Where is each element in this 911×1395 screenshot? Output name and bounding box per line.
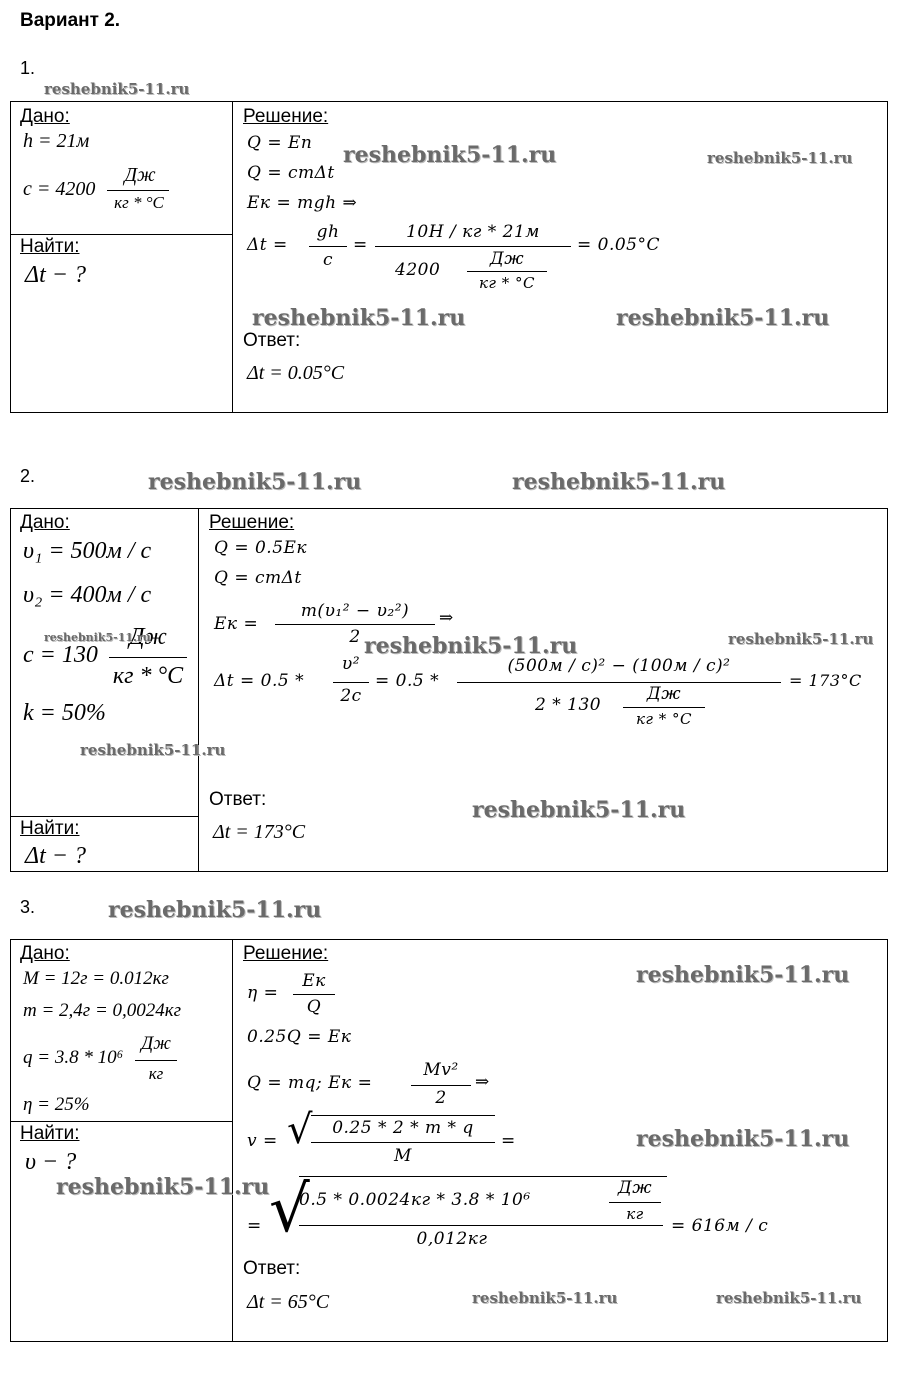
fraction-bar <box>375 246 571 247</box>
watermark: reshebnik5-11.ru <box>343 142 557 168</box>
table-divider <box>198 509 199 871</box>
unit-denominator: кг <box>626 1205 644 1223</box>
fraction-numerator: (500м / c)² − (100м / c)² <box>507 656 731 676</box>
sqrt-icon: √ <box>269 1173 310 1247</box>
unit-numerator: Дж <box>617 1178 653 1198</box>
unit-denominator: кг * °C <box>112 663 184 689</box>
solution-line-3-lhs: Eк = <box>214 614 259 634</box>
given-m: m = 2,4г = 0,0024кг <box>23 1000 182 1021</box>
solution-label: Решение: <box>243 943 329 964</box>
fraction-bar <box>107 190 169 191</box>
solution-line-4-lhs: v = <box>247 1131 278 1151</box>
given-v1: υ₁ = 500м / с <box>23 538 152 564</box>
unit-numerator: Дж <box>646 684 682 704</box>
watermark: reshebnik5-11.ru <box>636 962 850 988</box>
fraction-denominator: 2 <box>349 627 361 647</box>
fraction-numerator: m(υ₁² − υ₂²) <box>300 601 410 621</box>
solution-line-3: Eк = mgh ⇒ <box>247 193 358 213</box>
equals: = <box>501 1131 516 1151</box>
fraction-bar <box>293 994 335 995</box>
unit-denominator: кг * °C <box>478 274 536 292</box>
answer-label: Ответ: <box>209 789 267 810</box>
watermark: reshebnik5-11.ru <box>44 80 190 98</box>
watermark: reshebnik5-11.ru <box>512 469 726 495</box>
given-h: h = 21м <box>23 130 90 152</box>
fraction-numerator: gh <box>316 222 340 242</box>
problem-1-number: 1. <box>20 58 36 78</box>
page-title: Вариант 2. <box>20 10 121 31</box>
watermark: reshebnik5-11.ru <box>364 633 578 659</box>
equals-half: = 0.5 * <box>375 671 440 691</box>
sqrt-icon: √ <box>287 1107 313 1153</box>
fraction-denominator: 2c <box>340 686 362 706</box>
solution-line-4-lhs: Δt = 0.5 * <box>214 671 305 691</box>
find-value: Δt − ? <box>25 843 86 869</box>
solution-label: Решение: <box>209 512 295 533</box>
given-k: k = 50% <box>23 700 106 726</box>
watermark: reshebnik5-11.ru <box>252 305 466 331</box>
unit-numerator: Дж <box>124 164 156 186</box>
fraction-numerator: Mv² <box>423 1060 459 1080</box>
fraction-bar <box>609 1202 661 1203</box>
solution-line-1: Q = 0.5Eк <box>214 538 308 558</box>
unit-numerator: Дж <box>129 624 167 650</box>
watermark: reshebnik5-11.ru <box>636 1126 850 1152</box>
given-q: q = 3.8 * 10⁶ <box>23 1047 124 1068</box>
table-divider <box>11 234 232 235</box>
fraction-numerator: Eк <box>302 971 326 991</box>
given-label: Дано: <box>20 512 70 533</box>
fraction-denominator: Q <box>306 997 322 1017</box>
given-v2: υ₂ = 400м / с <box>23 582 152 608</box>
given-label: Дано: <box>20 943 70 964</box>
find-label: Найти: <box>20 1123 80 1144</box>
fraction-bar <box>623 707 705 708</box>
implies-arrow: ⇒ <box>475 1072 490 1092</box>
table-divider <box>11 1121 232 1122</box>
fraction-bar <box>275 624 435 625</box>
unit-denominator: кг <box>148 1064 164 1083</box>
watermark: reshebnik5-11.ru <box>707 149 853 167</box>
find-value: Δt − ? <box>25 262 86 288</box>
fraction-numerator: 0.25 * 2 * m * q <box>332 1118 474 1138</box>
unit-numerator: Дж <box>489 249 525 269</box>
given-c: c = 4200 <box>23 178 96 200</box>
watermark: reshebnik5-11.ru <box>56 1174 270 1200</box>
problem-2-number: 2. <box>20 466 36 486</box>
find-value: υ − ? <box>25 1149 77 1175</box>
find-label: Найти: <box>20 818 80 839</box>
fraction-denominator: 4200 <box>395 260 441 280</box>
fraction-bar <box>309 246 347 247</box>
equals: = <box>353 235 368 255</box>
problem-2-table <box>10 508 888 872</box>
find-label: Найти: <box>20 236 80 257</box>
fraction-bar <box>467 271 547 272</box>
unit-numerator: Дж <box>141 1033 171 1054</box>
fraction-bar <box>135 1060 177 1061</box>
solution-line-5-lhs: = <box>247 1216 262 1236</box>
solution-line-4-lhs: Δt = <box>247 235 288 255</box>
solution-line-3-left: Q = mq; Eк = <box>247 1073 373 1093</box>
sqrt-bar <box>311 1115 495 1116</box>
answer-value: Δt = 0.05°C <box>247 362 345 384</box>
fraction-denominator: c <box>322 250 334 270</box>
result: = 0.05°C <box>577 235 661 255</box>
fraction-bar <box>109 657 187 658</box>
solution-label: Решение: <box>243 106 329 127</box>
solution-line-2: Q = cmΔt <box>214 568 302 588</box>
watermark: reshebnik5-11.ru <box>472 797 686 823</box>
answer-value: Δt = 173°C <box>213 821 306 843</box>
fraction-denominator: M <box>394 1146 412 1166</box>
fraction-numerator: υ² <box>341 654 361 674</box>
fraction-denominator: 0,012кг <box>416 1229 488 1249</box>
fraction-bar <box>457 682 781 683</box>
fraction-bar <box>311 1142 495 1143</box>
watermark: reshebnik5-11.ru <box>472 1289 618 1307</box>
answer-value: Δt = 65°C <box>247 1291 330 1313</box>
unit-denominator: кг * °C <box>635 710 693 728</box>
fraction-bar <box>299 1225 663 1226</box>
result: = 173°C <box>789 671 862 690</box>
watermark: reshebnik5-11.ru <box>716 1289 862 1307</box>
watermark: reshebnik5-11.ru <box>108 897 322 923</box>
implies-arrow: ⇒ <box>439 608 454 628</box>
fraction-denominator: 2 * 130 <box>535 695 602 715</box>
solution-line-1-lhs: η = <box>247 983 279 1003</box>
sqrt-bar <box>299 1176 667 1177</box>
unit-denominator: кг * °C <box>114 193 164 212</box>
watermark: reshebnik5-11.ru <box>44 631 151 644</box>
table-divider <box>232 102 233 412</box>
watermark: reshebnik5-11.ru <box>80 741 226 759</box>
table-divider <box>232 940 233 1341</box>
fraction-bar <box>333 682 369 683</box>
table-divider <box>11 816 198 817</box>
fraction-denominator: 2 <box>435 1088 447 1108</box>
fraction-numerator: 10H / кг * 21м <box>406 222 540 242</box>
solution-line-2: 0.25Q = Eк <box>247 1027 352 1047</box>
watermark: reshebnik5-11.ru <box>616 305 830 331</box>
fraction-bar <box>411 1085 471 1086</box>
result: = 616м / c <box>671 1216 769 1236</box>
fraction-numerator: 0.5 * 0.0024кг * 3.8 * 10⁶ <box>299 1190 531 1210</box>
watermark: reshebnik5-11.ru <box>148 469 362 495</box>
given-c: c = 130 <box>23 642 98 668</box>
given-label: Дано: <box>20 106 70 127</box>
solution-line-1: Q = Eп <box>247 133 313 153</box>
problem-3-number: 3. <box>20 897 36 917</box>
given-M: M = 12г = 0.012кг <box>23 968 169 989</box>
given-eta: η = 25% <box>23 1094 90 1115</box>
solution-line-2: Q = cmΔt <box>247 163 335 183</box>
watermark: reshebnik5-11.ru <box>728 630 874 648</box>
answer-label: Ответ: <box>243 1258 301 1279</box>
answer-label: Ответ: <box>243 330 301 351</box>
